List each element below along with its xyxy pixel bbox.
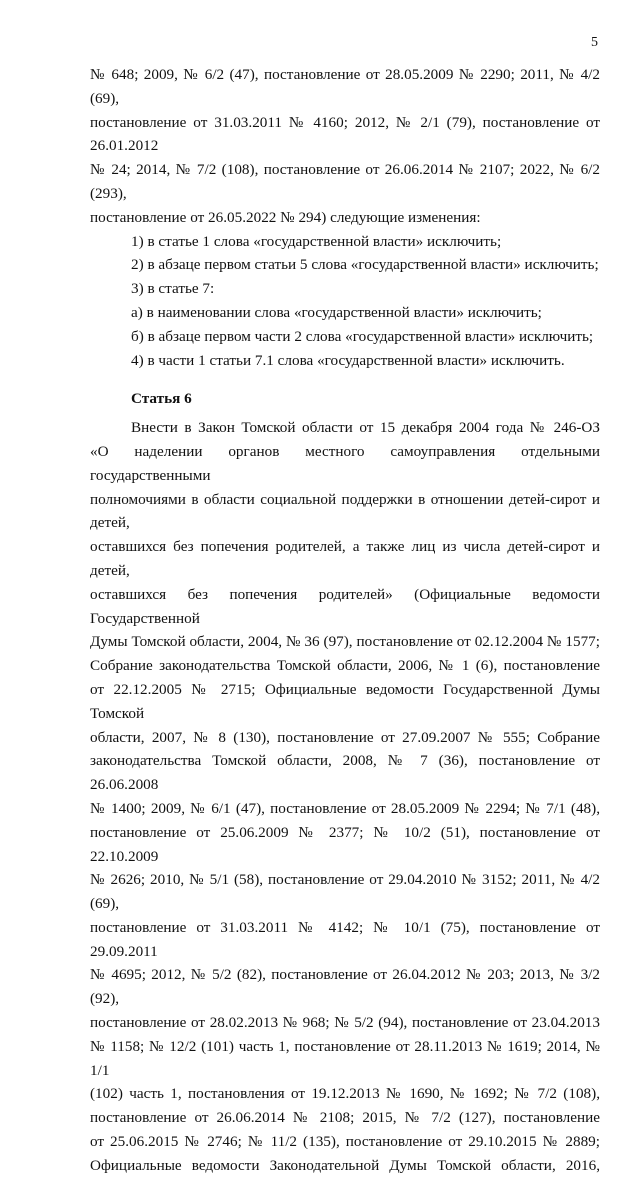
amendment-item: а) в наименовании слова «государственной власти» исключить;	[131, 303, 542, 321]
paragraph-line: от 25.06.2015 № 2746; № 11/2 (135), постановление от 29.10.2015 № 2889;	[90, 1133, 600, 1151]
paragraph-line: Собрание законодательства Томской области, 2006, № 1 (6), постановление	[90, 657, 600, 675]
paragraph-line: «О наделении органов местного самоуправления отдельными государственными	[90, 442, 600, 484]
paragraph-line: № 2626; 2010, № 5/1 (58), постановление от 29.04.2010 № 3152; 2011, № 4/2 (69),	[90, 871, 600, 913]
amendment-list	[90, 230, 600, 373]
amendment-item: 4) в части 1 статьи 7.1 слова «государственной власти» исключить.	[131, 351, 565, 369]
paragraph-line: постановление от 28.02.2013 № 968; № 5/2 (94), постановление от 23.04.2013	[90, 1014, 600, 1032]
amendment-intro-paragraph	[90, 63, 600, 230]
paragraph-line: полномочиями в области социальной поддержки в отношении детей-сирот и детей,	[90, 490, 600, 532]
article-6-paragraph	[90, 416, 600, 1178]
paragraph-line: № 1400; 2009, № 6/1 (47), постановление от 28.05.2009 № 2294; № 7/1 (48),	[90, 799, 600, 817]
paragraph-line: № 4695; 2012, № 5/2 (82), постановление от 26.04.2012 № 203; 2013, № 3/2 (92),	[90, 966, 600, 1008]
spacer	[90, 372, 600, 387]
paragraph-line: № 1158; № 12/2 (101) часть 1, постановление от 28.11.2013 № 1619; 2014, № 1/1	[90, 1037, 600, 1079]
paragraph-line: Думы Томской области, 2004, № 36 (97), постановление от 02.12.2004 № 1577;	[90, 633, 600, 651]
amendment-item: б) в абзаце первом части 2 слова «государственной власти» исключить;	[131, 327, 594, 345]
amendment-item: 2) в абзаце первом статьи 5 слова «государственной власти» исключить;	[131, 256, 599, 274]
paragraph-line: законодательства Томской области, 2008, № 7 (36), постановление от 26.06.2008	[90, 752, 600, 794]
paragraph-line: оставшихся без попечения родителей» (Официальные ведомости Государственной	[90, 585, 600, 627]
paragraph-line: области, 2007, № 8 (130), постановление от 27.09.2007 № 555; Собрание	[90, 728, 600, 746]
amendment-item: 1) в статье 1 слова «государственной власти» исключить;	[131, 232, 502, 250]
paragraph-line: постановление от 25.06.2009 № 2377; № 10/2 (51), постановление от 22.10.2009	[90, 823, 600, 865]
paragraph-line: № 24; 2014, № 7/2 (108), постановление от 26.06.2014 № 2107; 2022, № 6/2 (293),	[90, 161, 600, 202]
paragraph-line: оставшихся без попечения родителей, а также лиц из числа детей-сирот и детей,	[90, 538, 600, 579]
paragraph-line: № 648; 2009, № 6/2 (47), постановление от 28.05.2009 № 2290; 2011, № 4/2 (69),	[90, 66, 600, 107]
paragraph-line: постановление от 31.03.2011 № 4160; 2012, № 2/1 (79), постановление от 26.01.2012	[90, 113, 600, 155]
document-body	[90, 63, 600, 1178]
article-heading: Статья 6	[131, 390, 192, 408]
paragraph-line: постановление от 26.05.2022 № 294) следующие изменения:	[90, 208, 481, 226]
page-number: 5	[591, 35, 598, 50]
paragraph-line: от 22.12.2005 № 2715; Официальные ведомости Государственной Думы Томской	[90, 680, 600, 722]
paragraph-line: постановление от 26.06.2014 № 2108; 2015, № 7/2 (127), постановление	[90, 1109, 600, 1127]
paragraph-line: Официальные ведомости Законодательной Думы Томской области, 2016,	[90, 1156, 600, 1174]
paragraph-line: (102) часть 1, постановления от 19.12.2013 № 1690, № 1692; № 7/2 (108),	[90, 1085, 600, 1103]
amendment-item: 3) в статье 7:	[131, 280, 215, 298]
paragraph-line: Внести в Закон Томской области от 15 декабря 2004 года № 246-ОЗ	[131, 419, 600, 437]
paragraph-line: постановление от 31.03.2011 № 4142; № 10/1 (75), постановление от 29.09.2011	[90, 918, 600, 960]
